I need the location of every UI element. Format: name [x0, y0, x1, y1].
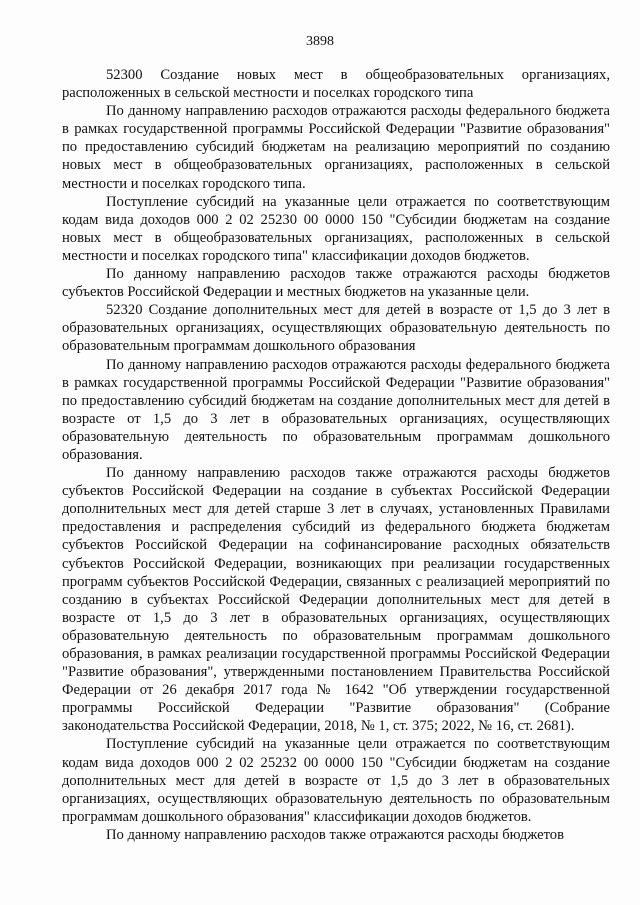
paragraph: По данному направлению расходов отражаются расходы федерального бюджета в рамках государственной программы Российской Федерации "Развитие образования" по предоставлению субсидий бюджетам на создание дополнительных мест для детей в возрасте от 1,5 до 3 лет в образовательных организациях, осуществляющих образовательную деятельность по образовательным программам дошкольного образования. — [62, 356, 610, 463]
page-number: 3898 — [306, 34, 334, 49]
paragraph: 52320 Создание дополнительных мест для детей в возрасте от 1,5 до 3 лет в образовательных организациях, осуществляющих образовательную деятельность по образовательным программам дошкольного образования — [62, 302, 610, 355]
paragraph: По данному направлению расходов отражаются расходы федерального бюджета в рамках государственной программы Российской Федерации "Развитие образования" по предоставлению субсидий бюджетам на реализацию мероприятий по созданию новых мест в общеобразовательных организациях, расположенных в сельской местности и поселках городского типа. — [62, 103, 610, 192]
paragraph: По данному направлению расходов также отражаются расходы бюджетов субъектов Российской Федерации на создание в субъектах Российской Федерации дополнительных мест для детей старше 3 лет в случаях, установленных Правилами предоставления и распределения субсидий из федерального бюджета бюджетам субъектов Российской Федерации на софинансирование расходных обязательств субъектов Российской Федерации, возникающих при реализации государственных программ субъектов Российской Федерации, связанных с реализацией мероприятий по созданию в субъектах Российской Федерации дополнительных мест для детей в возрасте от 1,5 до 3 лет в образовательных организациях, осуществляющих образовательную деятельность по образовательным программам дошкольного образования, в рамках реализации государственной программы Российской Федерации "Развитие образования", утвержденными постановлением Правительства Российской Федерации от 26 декабря 2017 года № 1642 "Об утверждении государственной программы Российской Федерации "Развитие образования" (Собрание законодательства Российской Федерации, 2018, № 1, ст. 375; 2022, № 16, ст. 2681). — [62, 465, 610, 735]
paragraph: Поступление субсидий на указанные цели отражается по соответствующим кодам вида доходов 000 2 02 25230 00 0000 150 "Субсидии бюджетам на создание новых мест в общеобразовательных организациях, расположенных в сельской местности и поселках городского типа" классификации доходов бюджетов. — [62, 193, 610, 264]
paragraph: Поступление субсидий на указанные цели отражается по соответствующим кодам вида доходов 000 2 02 25232 00 0000 150 "Субсидии бюджетам на создание дополнительных мест для детей в возрасте от 1,5 до 3 лет в образовательных организациях, осуществляющих образовательную деятельность по образовательным программам дошкольного образования" классификации доходов бюджетов. — [62, 736, 610, 825]
paragraph: По данному направлению расходов также отражаются расходы бюджетов — [106, 826, 564, 843]
paragraph: По данному направлению расходов также отражаются расходы бюджетов субъектов Российской Федерации и местных бюджетов на указанные цели. — [62, 266, 610, 301]
paragraph: 52300 Создание новых мест в общеобразовательных организациях, расположенных в сельской местности и поселках городского типа — [62, 67, 610, 102]
document-body — [62, 66, 610, 844]
